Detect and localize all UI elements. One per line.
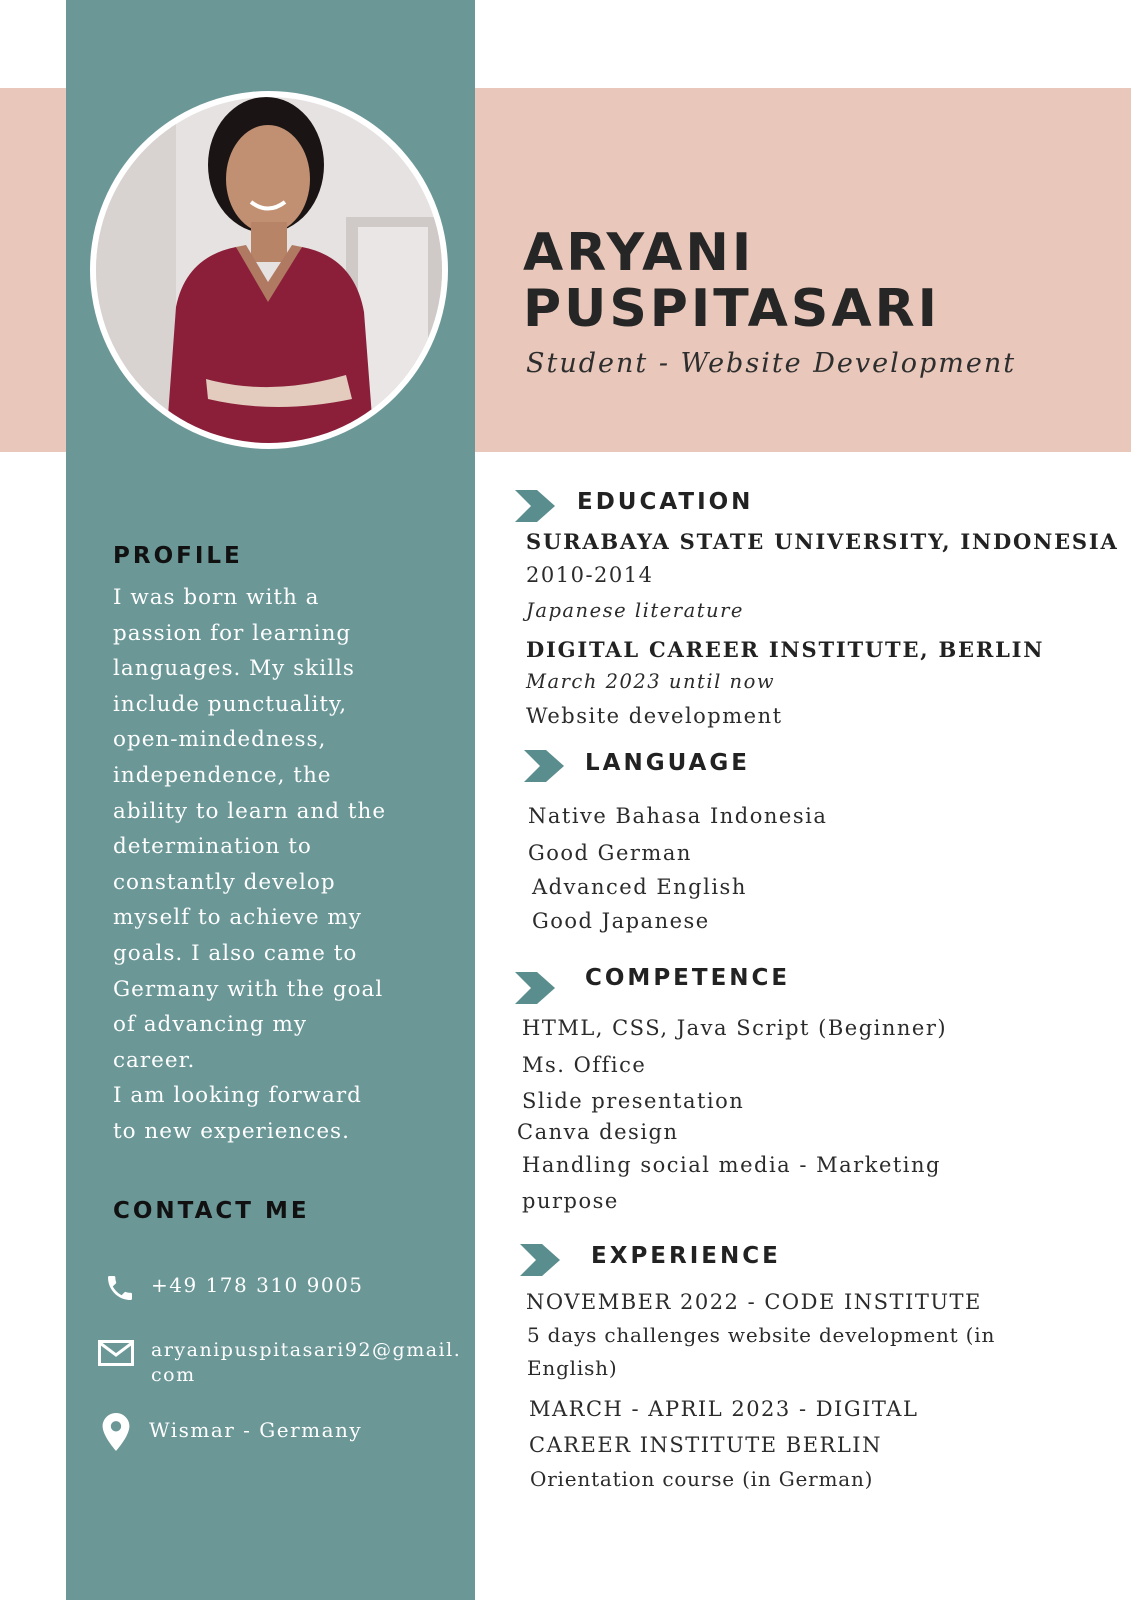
email-line-1: aryanipuspitasari92@gmail. [151,1339,462,1361]
profile-line: ability to learn and the [113,798,387,824]
experience-title-2-line-1: MARCH - APRIL 2023 - DIGITAL [529,1397,919,1421]
competence-item: Slide presentation [522,1089,745,1113]
education-heading: EDUCATION [577,489,754,515]
language-heading: LANGUAGE [585,750,750,776]
language-item: Good German [528,841,692,865]
profile-text [113,580,413,1150]
language-item: Good Japanese [532,909,710,933]
competence-item: Handling social media - Marketing [522,1153,941,1177]
profile-line: independence, the [113,762,332,788]
experience-title-1: NOVEMBER 2022 - CODE INSTITUTE [526,1290,982,1314]
chevron-arrow-icon [524,750,564,782]
experience-desc-2: Orientation course (in German) [530,1467,874,1491]
experience-title-2-line-2: CAREER INSTITUTE BERLIN [529,1433,882,1457]
education-field-2: Website development [526,704,783,728]
profile-line: include punctuality, [113,691,348,717]
profile-heading: PROFILE [113,543,243,569]
profile-line: goals. I also came to [113,940,358,966]
location: Wismar - Germany [149,1418,363,1442]
chevron-arrow-icon [520,1244,560,1276]
language-item: Advanced English [532,875,747,899]
phone-icon [104,1272,136,1304]
contact-heading: CONTACT ME [113,1198,310,1224]
profile-line: to new experiences. [113,1118,350,1144]
person-name [523,225,940,337]
job-title: Student - Website Development [526,348,1017,379]
education-field-1: Japanese literature [526,599,744,622]
competence-item: HTML, CSS, Java Script (Beginner) [522,1016,948,1040]
education-period-1: 2010-2014 [526,563,654,587]
education-school-1: SURABAYA STATE UNIVERSITY, INDONESIA [526,529,1119,554]
profile-line: of advancing my [113,1012,308,1038]
profile-photo [90,91,448,449]
map-pin-icon [102,1413,130,1451]
name-line-1: ARYANI [523,223,755,283]
chevron-arrow-icon [515,490,555,522]
competence-item: purpose [522,1189,619,1213]
competence-item: Canva design [517,1120,679,1144]
profile-line: I was born with a [113,585,320,610]
language-item: Native Bahasa Indonesia [528,804,828,828]
education-school-2: DIGITAL CAREER INSTITUTE, BERLIN [526,637,1045,662]
profile-line: I am looking forward [113,1083,362,1109]
competence-heading: COMPETENCE [585,965,791,991]
profile-line: languages. My skills [113,656,355,682]
experience-desc-1-line-2: English) [527,1356,618,1380]
email-address[interactable] [151,1338,461,1388]
education-period-2: March 2023 until now [526,670,776,693]
experience-heading: EXPERIENCE [591,1243,781,1269]
profile-line: determination to [113,834,312,860]
profile-line: Germany with the goal [113,976,384,1002]
envelope-icon [98,1340,134,1366]
email-line-2: com [151,1364,196,1386]
experience-desc-1-line-1: 5 days challenges website development (in [527,1323,996,1347]
profile-line: career. [113,1047,196,1073]
name-line-2: PUSPITASARI [523,279,941,339]
profile-line: passion for learning [113,620,352,646]
phone-number[interactable]: +49 178 310 9005 [151,1273,364,1297]
competence-item: Ms. Office [522,1053,647,1077]
chevron-arrow-icon [515,972,555,1004]
profile-line: constantly develop [113,869,336,895]
portrait-illustration [96,97,442,443]
profile-line: open-mindedness, [113,727,327,753]
profile-line: myself to achieve my [113,905,362,931]
